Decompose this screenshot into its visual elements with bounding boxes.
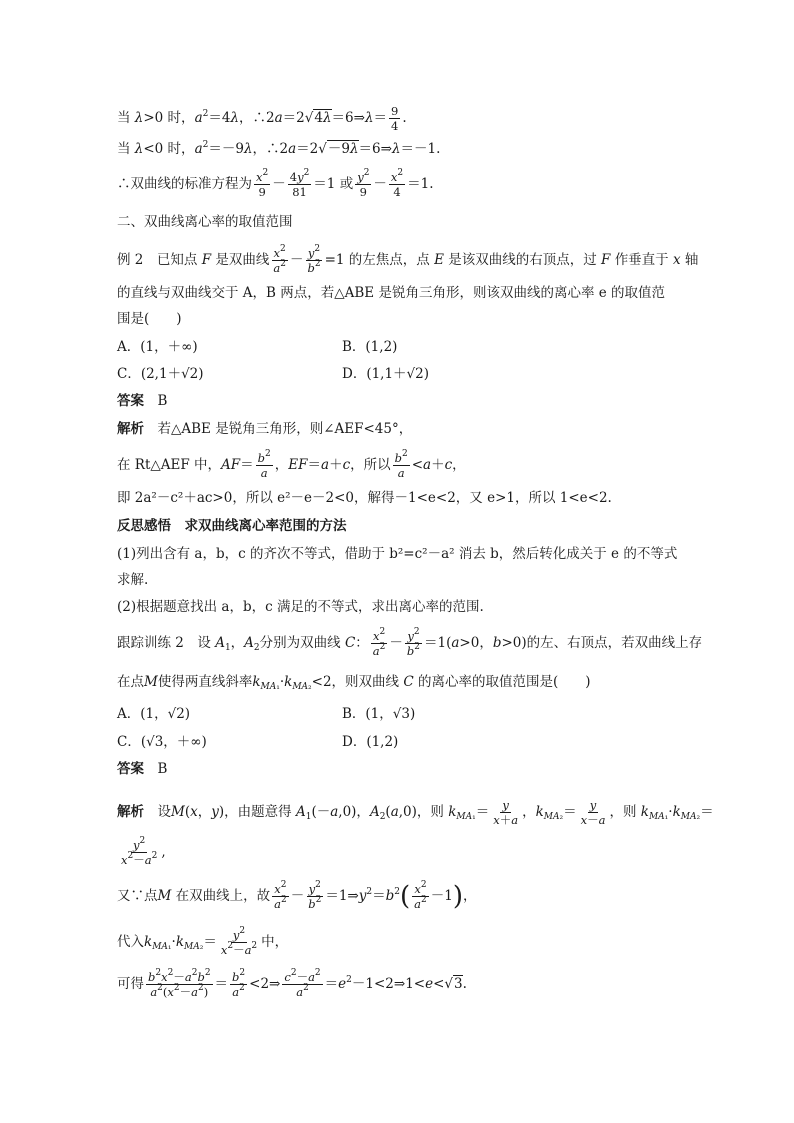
example2-option-c: C．(2,1＋√2) [117, 366, 204, 382]
track2-option-c: C．(√3，＋∞) [117, 734, 207, 750]
example2-option-d: D．(1,1＋√2) [342, 366, 430, 382]
standard-equation-line: ∴双曲线的标准方程为 $\frac{x^2}{9}$ － $\frac{4y^2}{81}$ ＝1 或 $\frac{y^2}{9}$ － $\frac{x^2}{4}$ ＝1. [117, 168, 434, 199]
example2-line3: 围是( ) [117, 311, 182, 327]
track2-line1: 跟踪训练 2 设 $A_1$，$A_2$分别为双曲线 C： $\frac{x^2}{a^2}$ － $\frac{y^2}{b^2}$ ＝1(a>0，b>0)的左、右顶点，若双曲线上存 [117, 627, 703, 658]
reflect-heading: 反思感悟 求双曲线离心率范围的方法 [117, 518, 347, 534]
example2-option-a: A．(1，＋∞) [117, 339, 198, 355]
example2-option-b: B．(1,2) [342, 339, 398, 355]
reflect-step1-cont: 求解. [117, 572, 149, 588]
example2-line2: 的直线与双曲线交于 A，B 两点，若△ABE 是锐角三角形，则该双曲线的离心率 e 的取值范 [117, 285, 666, 301]
reflect-step2: (2)根据题意找出 a，b，c 满足的不等式，求出离心率的范围. [117, 599, 484, 615]
track2-option-a: A．(1，√2) [117, 706, 191, 722]
track2-option-d: D．(1,2) [342, 734, 399, 750]
case-positive-lambda: 当 λ>0 时，$a^2=4\lambda$，∴2a＝2√4λ＝6⇒λ＝ $\frac{9}{4}$ . [117, 104, 407, 133]
track2-line2: 在点M使得两直线斜率$k_{MA_1}\cdot k_{MA_2}<2$，则双曲线 C 的离心率的取值范围是( ) [117, 674, 591, 692]
track2-solution-2: 又∵点M 在双曲线上，故 $\frac{x^2}{a^2}$ － $\frac{y^2}{b^2}$ $=1\Rightarrow y^2=b^2$( $\frac{x^2}{a^2}$ －1)， [117, 880, 477, 912]
example2-solution-1: 解析 若△ABE 是锐角三角形，则∠AEF<45°， [117, 421, 413, 437]
track2-solution-3: 代入$k_{MA_1}\cdot k_{MA_2}=$ $\frac{y^2}{x^2-a^2}$ 中， [117, 926, 289, 957]
example2-solution-3: 即 2a²－c²＋ac>0，所以 e²－e－2<0，解得－1<e<2，又 e>1，所以 1<e<2. [117, 490, 612, 506]
track2-solution-4: 可得 $\frac{b^2x^2-a^2b^2}{a^2(x^2-a^2)}$ ＝ $\frac{b^2}{a^2}$ <2⇒ $\frac{c^2-a^2}{a^2}$ $=e^2-1<2\Rightarrow 1<e<√3$. [117, 968, 467, 999]
example2-answer: 答案 B [117, 393, 168, 409]
section-heading: 二、双曲线离心率的取值范围 [117, 214, 293, 230]
example-label: 例 2 [117, 252, 144, 268]
track2-answer: 答案 B [117, 761, 168, 777]
reflect-step1: (1)列出含有 a，b，c 的齐次不等式，借助于 b²=c²－a² 消去 b，然后转化成关于 e 的不等式 [117, 546, 678, 562]
case-negative-lambda: 当 λ<0 时，$a^2=-9\lambda$，∴2a＝2√－9λ＝6⇒λ＝－1. [117, 140, 441, 157]
example2-line1: 例 2 已知点 F 是双曲线 $\frac{x^2}{a^2}$ － $\frac{y^2}{b^2}$ =1 的左焦点，点 E 是该双曲线的右顶点，过 F 作垂直于 x 轴 [117, 244, 699, 275]
example2-solution-2: 在 Rt△AEF 中，AF＝ $\frac{b^2}{a}$ ，EF＝a＋c，所以 $\frac{b^2}{a}$ <a＋c， [117, 449, 466, 480]
track2-solution-1: 解析 设M(x，y)，由题意得 $A_1(-a,0)$，$A_2(a,0)$，则 $k_{MA_1}=$ $\frac{y}{x+a}$ ，$k_{MA_2}=$ $\frac{y}{x-a}$ ，则 $k_{MA_1}\cdot k_{MA_2}=$ [117, 798, 714, 827]
track2-solution-1-cont: $\frac{y^2}{x^2-a^2}$ , [121, 836, 166, 867]
track2-option-b: B．(1，√3) [342, 706, 416, 722]
